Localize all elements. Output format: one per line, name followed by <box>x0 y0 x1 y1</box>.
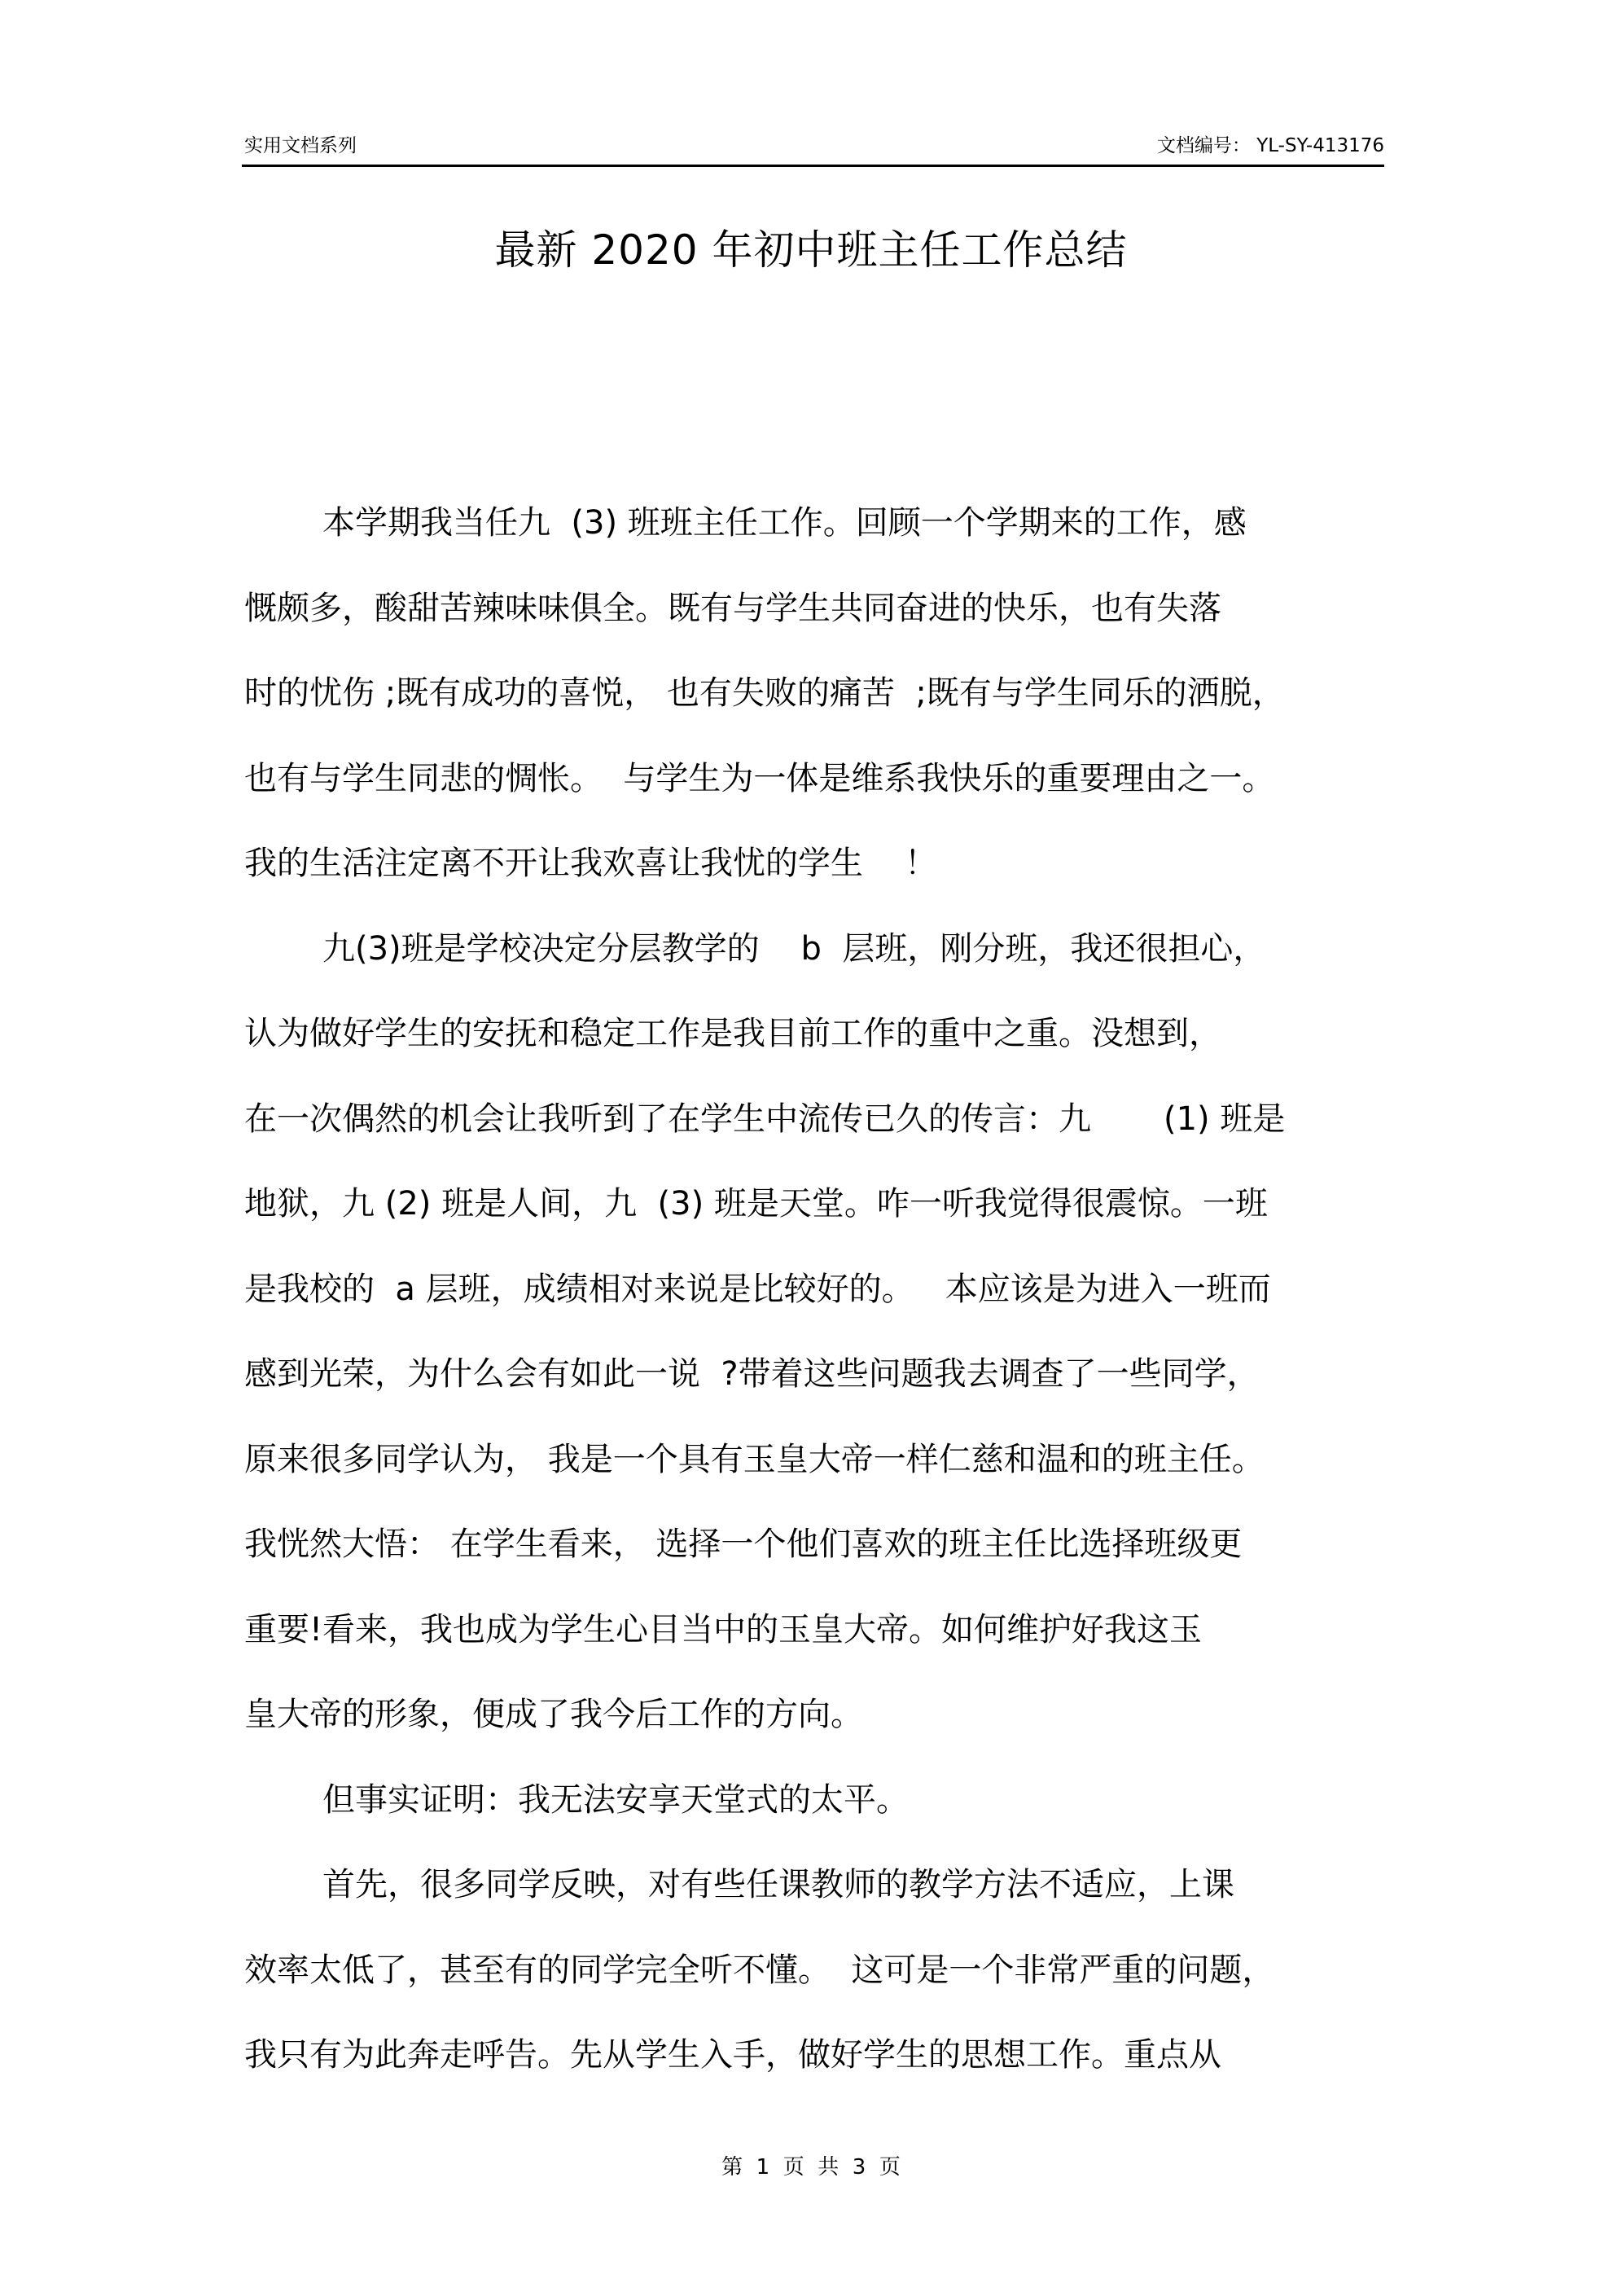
body-line: 我的生活注定离不开让我欢喜让我忧的学生 ！ <box>244 845 937 882</box>
body-line: 时的忧伤 ;既有成功的喜悦， 也有失败的痛苦 ;既有与学生同乐的洒脱， <box>244 674 1285 712</box>
body-line: 地狱，九 (2) 班是人间，九 (3) 班是天堂。咋一听我觉得很震惊。一班 <box>244 1185 1268 1223</box>
body-line: 但事实证明：我无法安享天堂式的太平。 <box>322 1780 909 1819</box>
body-line: 也有与学生同悲的惆怅。 与学生为一体是维系我快乐的重要理由之一。 <box>244 759 1275 797</box>
body-line: 我只有为此奔走呼告。先从学生入手，做好学生的思想工作。重点从 <box>244 2036 1221 2074</box>
body-line: 本学期我当任九 (3) 班班主任工作。回顾一个学期来的工作，感 <box>322 504 1247 542</box>
body-line: 在一次偶然的机会让我听到了在学生中流传已久的传言：九 (1) 班是 <box>244 1100 1286 1138</box>
document-number: 文档编号： YL-SY-413176 <box>1156 135 1384 156</box>
header-divider <box>242 165 1384 167</box>
body-line: 皇大帝的形象，便成了我今后工作的方向。 <box>244 1696 863 1733</box>
page-header <box>244 127 1384 166</box>
page-number-footer: 第 1 页 共 3 页 <box>721 2155 901 2180</box>
document-title: 最新 2020 年初中班主任工作总结 <box>494 226 1128 274</box>
body-line: 九(3)班是学校决定分层教学的 b 层班，刚分班，我还很担心， <box>322 929 1266 968</box>
body-line: 重要!看来，我也成为学生心目当中的玉皇大帝。如何维护好我这玉 <box>244 1610 1203 1648</box>
body-line: 认为做好学生的安抚和稳定工作是我目前工作的重中之重。没想到， <box>244 1015 1221 1052</box>
body-line: 我恍然大悟： 在学生看来， 选择一个他们喜欢的班主任比选择班级更 <box>244 1526 1243 1563</box>
body-line: 效率太低了，甚至有的同学完全听不懂。 这可是一个非常严重的问题， <box>244 1951 1275 1989</box>
body-line: 慨颇多，酸甜苦辣味味俱全。既有与学生共同奋进的快乐，也有失落 <box>244 589 1221 627</box>
body-line: 原来很多同学认为， 我是一个具有玉皇大帝一样仁慈和温和的班主任。 <box>244 1440 1265 1478</box>
body-line: 是我校的 a 层班，成绩相对来说是比较好的。 本应该是为进入一班而 <box>244 1270 1271 1308</box>
document-body <box>244 481 1392 2098</box>
body-line: 感到光荣，为什么会有如此一说 ?带着这些问题我去调查了一些同学， <box>244 1355 1260 1393</box>
body-line: 首先，很多同学反映，对有些任课教师的教学方法不适应，上课 <box>322 1866 1234 1903</box>
document-series-label: 实用文档系列 <box>244 135 357 156</box>
